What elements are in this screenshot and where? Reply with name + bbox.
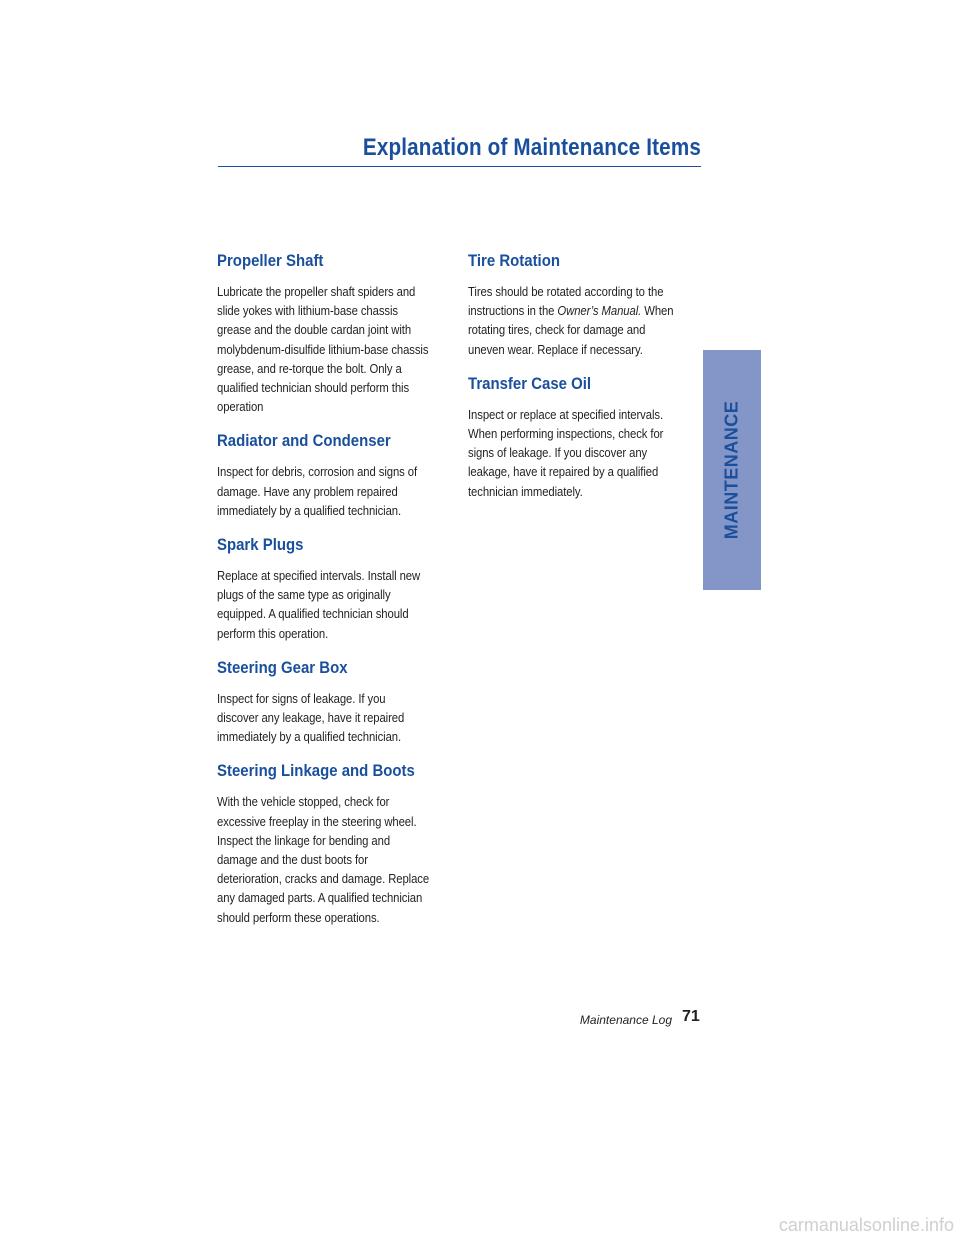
body-line: With the vehicle stopped, check for — [217, 794, 390, 810]
body-line — [468, 301, 673, 320]
body-line: qualified technician should perform this — [217, 380, 410, 396]
section-heading: Propeller Shaft — [217, 251, 324, 270]
body-line: immediately by a qualified technician. — [217, 502, 402, 518]
right-column — [468, 250, 704, 515]
body-line: Inspect for debris, corrosion and signs of — [217, 464, 418, 480]
body-line: slide yokes with lithium-base chassis — [217, 303, 398, 319]
section-body — [217, 566, 453, 643]
owners-manual-reference: Owner’s Manual. — [557, 303, 642, 319]
body-line: molybdenum-disulfide lithium-base chassis — [217, 341, 429, 357]
section-heading: Steering Gear Box — [217, 657, 348, 677]
page-title: Explanation of Maintenance Items — [362, 134, 701, 161]
page-number: 71 — [682, 1008, 700, 1025]
body-line: uneven wear. Replace if necessary. — [468, 341, 643, 357]
section-body — [217, 792, 453, 926]
body-line: perform this operation. — [217, 625, 329, 641]
section-body — [468, 405, 704, 501]
section-transfer-case-oil — [468, 373, 704, 501]
body-line: When performing inspections, check for — [468, 426, 664, 442]
section-heading: Steering Linkage and Boots — [217, 761, 415, 781]
section-body — [217, 689, 453, 747]
section-heading: Spark Plugs — [217, 535, 304, 555]
section-spark-plugs — [217, 534, 453, 643]
body-line: immediately by a qualified technician. — [217, 729, 402, 745]
body-line: excessive freeplay in the steering wheel. — [217, 813, 417, 829]
body-line: Inspect the linkage for bending and — [217, 832, 391, 848]
body-line: Replace at specified intervals. Install new — [217, 568, 421, 584]
section-steering-linkage-boots — [217, 760, 453, 926]
body-line: Lubricate the propeller shaft spiders and — [217, 284, 416, 299]
body-line: plugs of the same type as originally — [217, 587, 391, 603]
section-tire-rotation — [468, 250, 704, 359]
body-line: grease, and re-torque the bolt. Only a — [217, 360, 402, 376]
body-line: rotating tires, check for damage and — [468, 322, 646, 338]
body-line: grease and the double cardan joint with — [217, 322, 412, 338]
body-line-suffix: When — [641, 303, 674, 319]
body-line: discover any leakage, have it repaired — [217, 710, 405, 726]
section-body — [468, 282, 704, 359]
body-line: signs of leakage. If you discover any — [468, 445, 648, 461]
section-propeller-shaft — [217, 250, 453, 416]
section-body — [217, 282, 453, 416]
body-line: damage and the dust boots for — [217, 852, 368, 868]
body-line: operation — [217, 399, 264, 415]
body-line: Inspect for signs of leakage. If you — [217, 690, 386, 706]
left-column — [217, 250, 453, 941]
body-line: technician immediately. — [468, 483, 583, 499]
section-side-tab[interactable] — [703, 350, 761, 590]
body-line: should perform these operations. — [217, 909, 380, 925]
side-tab-label: MAINTENANCE — [721, 400, 742, 540]
body-line: Inspect or replace at specified intervals. — [468, 406, 664, 422]
section-heading: Radiator and Condenser — [217, 431, 391, 451]
title-rule — [218, 166, 701, 167]
body-line: equipped. A qualified technician should — [217, 606, 409, 622]
section-heading: Transfer Case Oil — [468, 373, 592, 393]
section-radiator-condenser — [217, 430, 453, 520]
watermark: carmanualsonline.info — [778, 1215, 954, 1235]
section-body — [217, 462, 453, 520]
body-line: deterioration, cracks and damage. Replace — [217, 871, 430, 887]
body-line: damage. Have any problem repaired — [217, 483, 398, 499]
body-line-prefix: instructions in the — [468, 303, 558, 319]
body-line: any damaged parts. A qualified technician — [217, 890, 423, 906]
body-line: leakage, have it repaired by a qualified — [468, 464, 659, 480]
body-line: Tires should be rotated according to the — [468, 284, 664, 299]
section-steering-gear-box — [217, 657, 453, 747]
footer-label: Maintenance Log — [579, 1013, 672, 1027]
section-heading: Tire Rotation — [468, 251, 560, 270]
